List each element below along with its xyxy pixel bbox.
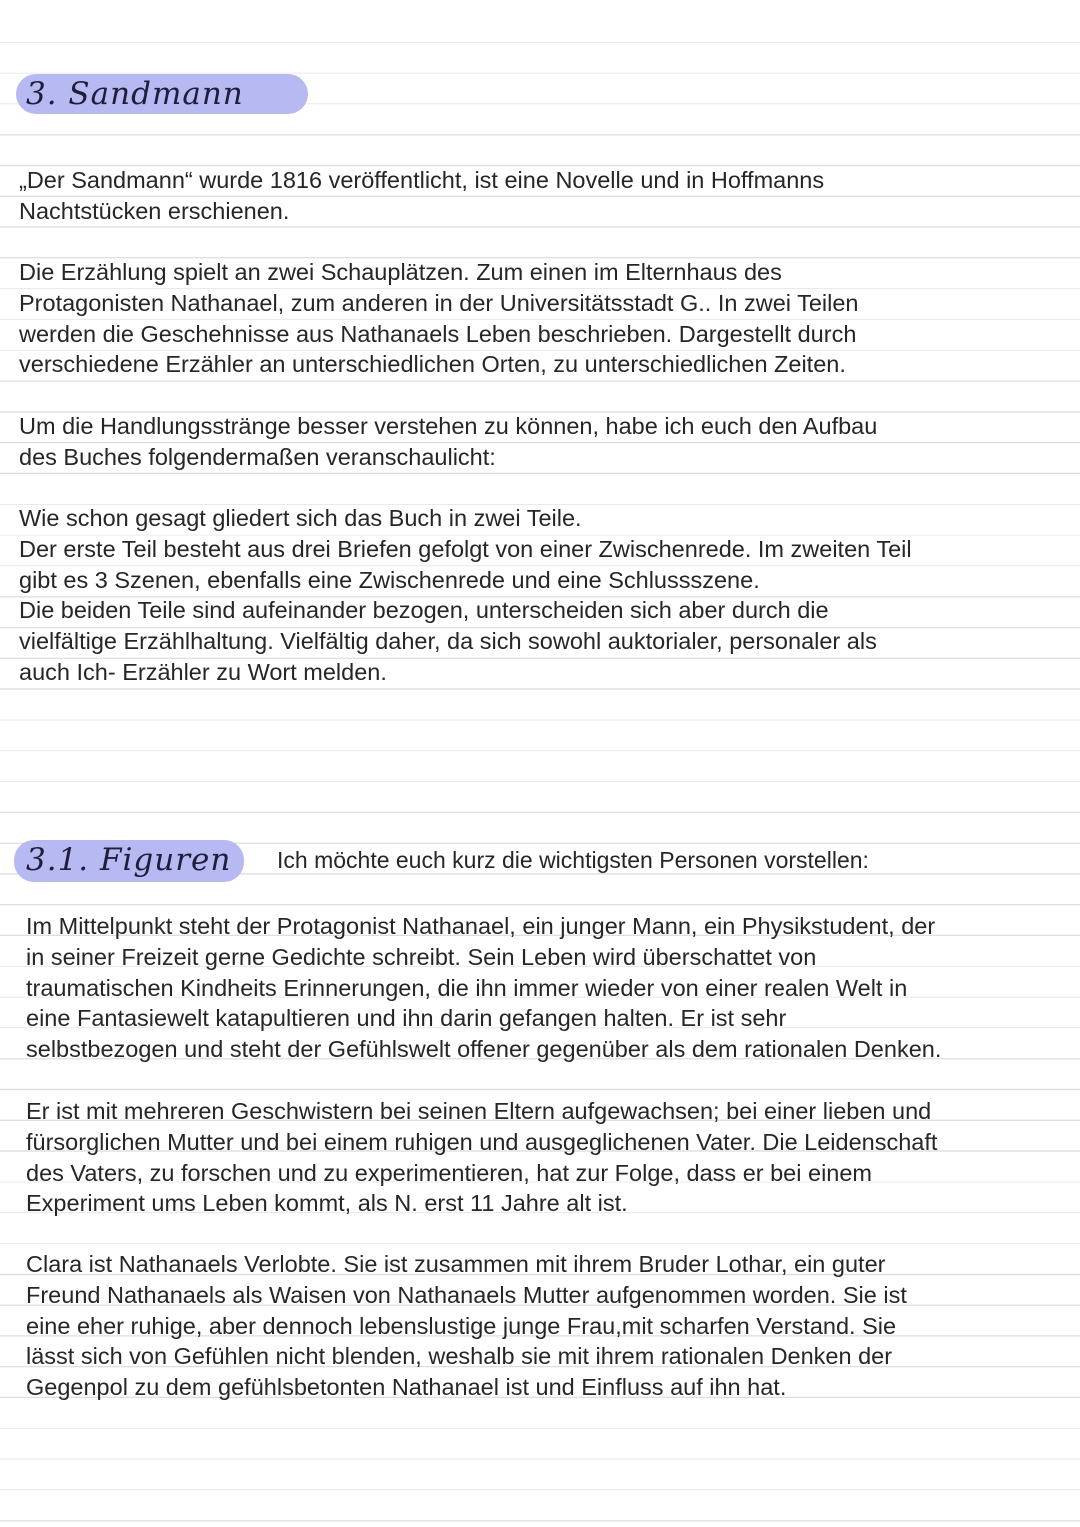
text-line: Wie schon gesagt gliedert sich das Buch in zwei Teile. (19, 505, 582, 531)
paragraph-structure-intro (19, 411, 877, 473)
paragraph-publication (19, 165, 824, 227)
figuren-intro: Ich möchte euch kurz die wichtigsten Personen vorstellen: (277, 847, 869, 873)
text-line: „Der Sandmann“ wurde 1816 veröffentlicht, ist eine Novelle und in Hoffmanns (19, 167, 825, 193)
paragraph-family (26, 1096, 937, 1219)
text-line: Die beiden Teile sind aufeinander bezogen, unterscheiden sich aber durch die (19, 597, 829, 624)
heading-text: 3. Sandmann (26, 76, 244, 112)
text-line: werden die Geschehnisse aus Nathanaels Leben beschrieben. Dargestellt durch (19, 320, 857, 347)
paragraph-structure (19, 503, 912, 688)
text-line: Nachtstücken erschienen. (19, 197, 290, 224)
text-line: lässt sich von Gefühlen nicht blenden, weshalb sie mit ihrem rationalen Denken der (26, 1343, 893, 1370)
text-line: eine Fantasiewelt katapultieren und ihn darin gefangen halten. Er ist sehr (26, 1005, 787, 1032)
text-line: Um die Handlungsstränge besser verstehen zu können, habe ich euch den Aufbau (19, 413, 878, 439)
text-line: des Buches folgendermaßen veranschaulicht: (19, 443, 496, 470)
text-line: auch Ich- Erzähler zu Wort melden. (19, 658, 387, 685)
section-heading-figuren (14, 836, 232, 884)
text-line: vielfältige Erzählhaltung. Vielfältig daher, da sich sowohl auktorialer, personaler als (19, 628, 877, 655)
text-line: Er ist mit mehreren Geschwistern bei seinen Eltern aufgewachsen; bei einer lieben und (26, 1098, 932, 1124)
text-line: verschiedene Erzähler an unterschiedlichen Orten, zu unterschiedlichen Zeiten. (19, 351, 846, 378)
text-line: Freund Nathanaels als Waisen von Nathanaels Mutter aufgenommen worden. Sie ist (26, 1281, 907, 1308)
section-heading-sandmann (16, 72, 244, 116)
text-line: traumatischen Kindheits Erinnerungen, die ihn immer wieder von einer realen Welt in (26, 974, 908, 1001)
text-line: Protagonisten Nathanael, zum anderen in der Universitätsstadt G.. In zwei Teilen (19, 289, 859, 316)
text-line: fürsorglichen Mutter und bei einem ruhigen und ausgeglichenen Vater. Die Leidenschaft (26, 1128, 938, 1155)
text-line: selbstbezogen und steht der Gefühlswelt offener gegenüber als dem rationalen Denken. (26, 1036, 942, 1063)
text-line: in seiner Freizeit gerne Gedichte schreibt. Sein Leben wird überschattet von (26, 943, 817, 970)
text-line: Die Erzählung spielt an zwei Schauplätzen. Zum einen im Elternhaus des (19, 259, 782, 285)
paragraph-clara (26, 1249, 907, 1403)
text-line: Der erste Teil besteht aus drei Briefen gefolgt von einer Zwischenrede. Im zweiten Teil (19, 535, 912, 562)
text-line: Gegenpol zu dem gefühlsbetonten Nathanael ist und Einfluss auf ihn hat. (26, 1374, 787, 1401)
text-line: des Vaters, zu forschen und zu experimentieren, hat zur Folge, dass er bei einem (26, 1159, 873, 1186)
text-line: Experiment ums Leben kommt, als N. erst 11 Jahre alt ist. (26, 1190, 628, 1217)
text-line: gibt es 3 Szenen, ebenfalls eine Zwischenrede und eine Schlussszene. (19, 566, 760, 593)
text-line: eine eher ruhige, aber dennoch lebenslustige junge Frau,mit scharfen Verstand. Sie (26, 1312, 897, 1339)
text-line: Clara ist Nathanaels Verlobte. Sie ist zusammen mit ihrem Bruder Lothar, ein guter (26, 1251, 886, 1277)
heading-text: 3.1. Figuren (26, 842, 232, 878)
paragraph-settings (19, 257, 859, 380)
paragraph-nathanael (26, 911, 941, 1065)
text-line: Im Mittelpunkt steht der Protagonist Nathanael, ein junger Mann, ein Physikstudent, der (26, 913, 936, 939)
